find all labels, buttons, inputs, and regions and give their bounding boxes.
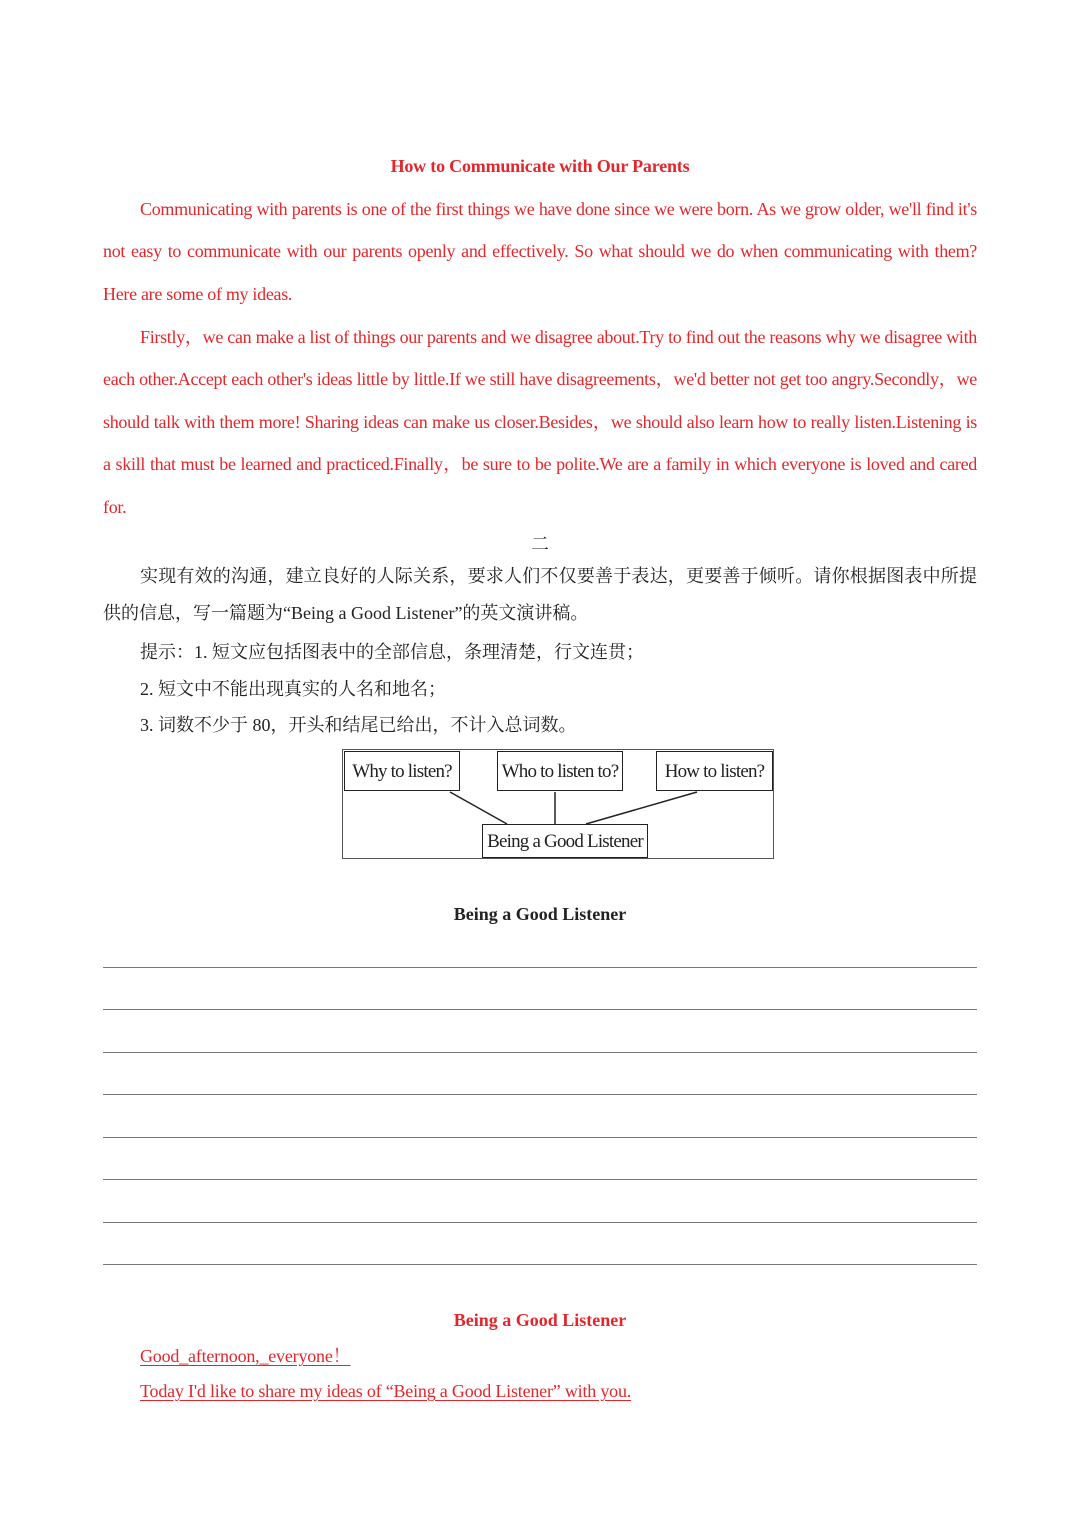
diagram-box-center: Being a Good Listener [482, 824, 648, 858]
answer-title: Being a Good Listener [453, 1310, 627, 1330]
writing-line[interactable] [103, 1137, 977, 1138]
writing-title: Being a Good Listener [453, 904, 627, 924]
diagram-box-who: Who to listen to? [497, 751, 623, 791]
task-hint-3: 3. 词数不少于 80，开头和结尾已给出，不计入总词数。 [140, 715, 577, 735]
writing-line[interactable] [103, 967, 977, 968]
answer-line-1: Good_afternoon,_everyone！ [140, 1346, 351, 1366]
task-hint-1: 提示：1. 短文应包括图表中的全部信息，条理清楚，行文连贯； [140, 642, 644, 662]
writing-line[interactable] [103, 1094, 977, 1095]
writing-line[interactable] [103, 1222, 977, 1223]
writing-line[interactable] [103, 1009, 977, 1010]
task-hint-2: 2. 短文中不能出现真实的人名和地名； [140, 679, 446, 699]
answer-line-2: Today I'd like to share my ideas of “Being a Good Listener” with you. [140, 1381, 632, 1401]
essay-paragraph-2 [103, 316, 977, 528]
diagram-box-how: How to listen? [656, 751, 773, 791]
diagram-box-why: Why to listen? [344, 751, 460, 791]
essay-title: How to Communicate with Our Parents [390, 156, 690, 176]
listening-diagram [342, 749, 774, 859]
writing-line[interactable] [103, 1052, 977, 1053]
essay-paragraph-1-text: Communicating with parents is one of the first things we have done since we were born. As we grow older, we'll find it's not easy to communicate with our parents openly and effectively. So what should we do when communicating with them? Here are some of my ideas. [103, 199, 977, 304]
task-intro: 实现有效的沟通，建立良好的人际关系，要求人们不仅要善于表达，更要善于倾听。请你根据图表中所提供的信息，写一篇题为“Being a Good Listener”的英文演讲稿。 [103, 566, 977, 623]
essay-paragraph-2-text: Firstly，we can make a list of things our parents and we disagree about.Try to find out the reasons why we disagree with each other.Accept each other's ideas little by little.If we still have disagreements，we'd better not get too angry.Secondly，we should talk with them more! Sharing ideas can make us closer.Besides，we should also learn how to really listen.Listening is a skill that must be learned and practiced.Finally，be sure to be polite.We are a family in which everyone is loved and cared for. [103, 327, 977, 517]
section-number: 二 [531, 534, 549, 554]
essay-paragraph-1 [103, 188, 977, 315]
writing-line[interactable] [103, 1179, 977, 1180]
writing-line[interactable] [103, 1264, 977, 1265]
